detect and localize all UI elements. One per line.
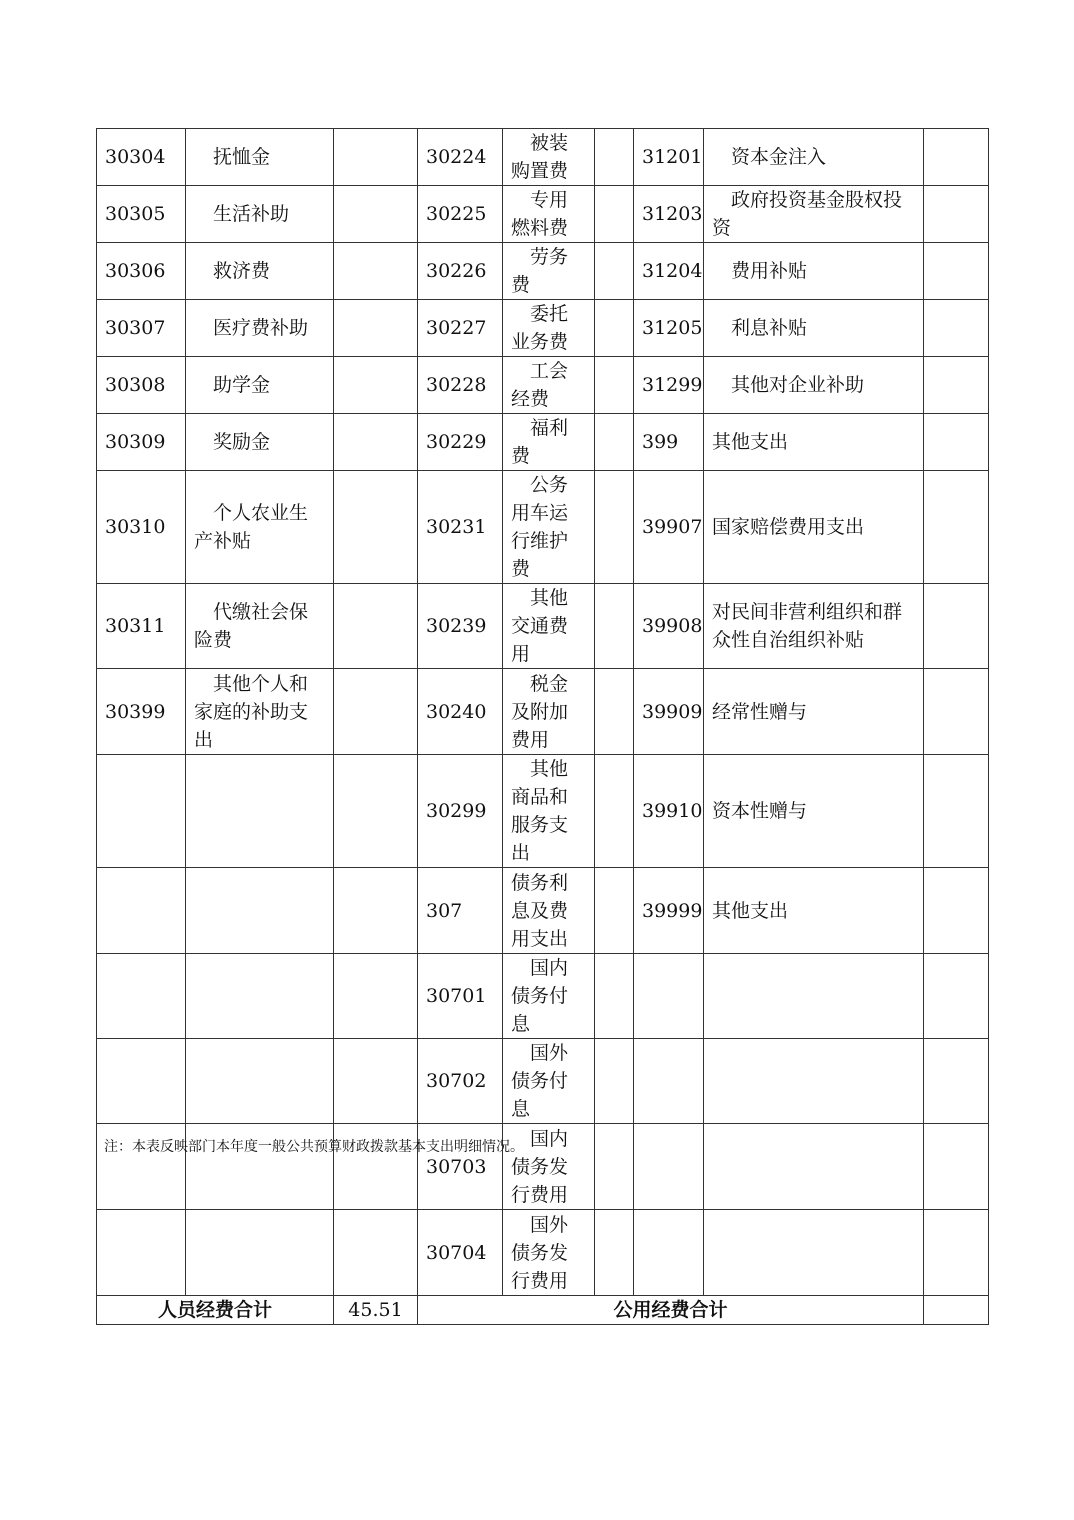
code-cell: 30227 — [418, 300, 503, 357]
table-row — [97, 755, 989, 868]
item-name-cell: 国外债务发行费用 — [503, 1210, 595, 1296]
amount-cell — [334, 243, 418, 300]
amount-cell — [334, 300, 418, 357]
table-row — [97, 243, 989, 300]
item-name-cell: 奖励金 — [186, 414, 334, 471]
amount-cell — [924, 1039, 989, 1124]
item-name-cell: 利息补贴 — [704, 300, 924, 357]
item-name-cell: 费用补贴 — [704, 243, 924, 300]
amount-cell — [595, 1210, 634, 1296]
code-cell: 31204 — [634, 243, 704, 300]
table-row — [97, 129, 989, 186]
item-name-cell: 资本性赠与 — [704, 755, 924, 868]
amount-cell — [334, 357, 418, 414]
code-cell: 30703 — [418, 1124, 503, 1210]
table-row — [97, 954, 989, 1039]
item-name-cell — [704, 1039, 924, 1124]
item-name-cell — [186, 1039, 334, 1124]
code-cell: 30305 — [97, 186, 186, 243]
amount-cell — [595, 954, 634, 1039]
code-cell: 31203 — [634, 186, 704, 243]
table-row — [97, 300, 989, 357]
amount-cell — [334, 471, 418, 584]
table-row — [97, 186, 989, 243]
code-cell: 39909 — [634, 669, 704, 755]
item-name-cell: 工会经费 — [503, 357, 595, 414]
code-cell: 30239 — [418, 584, 503, 669]
code-cell: 39910 — [634, 755, 704, 868]
item-name-cell: 债务利息及费用支出 — [503, 868, 595, 954]
amount-cell — [924, 868, 989, 954]
code-cell — [97, 1039, 186, 1124]
amount-cell — [924, 954, 989, 1039]
code-cell — [97, 755, 186, 868]
code-cell: 30229 — [418, 414, 503, 471]
code-cell: 30702 — [418, 1039, 503, 1124]
item-name-cell — [704, 954, 924, 1039]
amount-cell — [595, 186, 634, 243]
code-cell: 30225 — [418, 186, 503, 243]
table-row — [97, 1039, 989, 1124]
totals-row — [97, 1296, 989, 1325]
code-cell: 39999 — [634, 868, 704, 954]
code-cell: 30226 — [418, 243, 503, 300]
item-name-cell: 被装购置费 — [503, 129, 595, 186]
table-row — [97, 584, 989, 669]
code-cell: 30307 — [97, 300, 186, 357]
amount-cell — [334, 414, 418, 471]
item-name-cell: 劳务费 — [503, 243, 595, 300]
table-row — [97, 357, 989, 414]
code-cell — [634, 1210, 704, 1296]
amount-cell — [334, 1210, 418, 1296]
item-name-cell — [704, 1210, 924, 1296]
amount-cell — [334, 584, 418, 669]
item-name-cell — [704, 1124, 924, 1210]
item-name-cell: 其他个人和家庭的补助支出 — [186, 669, 334, 755]
amount-cell — [595, 300, 634, 357]
item-name-cell: 其他交通费用 — [503, 584, 595, 669]
code-cell: 30308 — [97, 357, 186, 414]
amount-cell — [924, 300, 989, 357]
amount-cell — [924, 129, 989, 186]
amount-cell — [595, 1124, 634, 1210]
amount-cell — [924, 584, 989, 669]
code-cell: 307 — [418, 868, 503, 954]
code-cell — [634, 1039, 704, 1124]
item-name-cell: 个人农业生产补贴 — [186, 471, 334, 584]
amount-cell — [595, 471, 634, 584]
amount-cell — [924, 669, 989, 755]
code-cell: 30310 — [97, 471, 186, 584]
code-cell: 399 — [634, 414, 704, 471]
item-name-cell: 其他支出 — [704, 868, 924, 954]
item-name-cell — [186, 868, 334, 954]
item-name-cell: 资本金注入 — [704, 129, 924, 186]
amount-cell — [334, 755, 418, 868]
code-cell: 31205 — [634, 300, 704, 357]
amount-cell — [595, 357, 634, 414]
item-name-cell: 其他支出 — [704, 414, 924, 471]
amount-cell — [595, 129, 634, 186]
item-name-cell: 抚恤金 — [186, 129, 334, 186]
code-cell — [97, 868, 186, 954]
amount-cell — [924, 1210, 989, 1296]
public-total-label: 公用经费合计 — [418, 1296, 924, 1325]
item-name-cell: 政府投资基金股权投资 — [704, 186, 924, 243]
code-cell: 31201 — [634, 129, 704, 186]
code-cell — [97, 1210, 186, 1296]
amount-cell — [595, 868, 634, 954]
amount-cell — [595, 584, 634, 669]
amount-cell — [595, 755, 634, 868]
code-cell: 30240 — [418, 669, 503, 755]
amount-cell — [595, 414, 634, 471]
amount-cell — [924, 1124, 989, 1210]
amount-cell — [334, 129, 418, 186]
code-cell: 30304 — [97, 129, 186, 186]
code-cell: 30224 — [418, 129, 503, 186]
item-name-cell: 福利费 — [503, 414, 595, 471]
table-row — [97, 669, 989, 755]
personnel-total-value: 45.51 — [334, 1296, 418, 1325]
item-name-cell: 助学金 — [186, 357, 334, 414]
code-cell — [634, 1124, 704, 1210]
item-name-cell — [186, 954, 334, 1039]
code-cell: 30311 — [97, 584, 186, 669]
code-cell — [634, 954, 704, 1039]
amount-cell — [334, 1039, 418, 1124]
amount-cell — [334, 669, 418, 755]
item-name-cell — [186, 1210, 334, 1296]
amount-cell — [334, 186, 418, 243]
code-cell: 31299 — [634, 357, 704, 414]
code-cell — [97, 954, 186, 1039]
item-name-cell: 其他商品和服务支出 — [503, 755, 595, 868]
item-name-cell: 其他对企业补助 — [704, 357, 924, 414]
item-name-cell: 专用燃料费 — [503, 186, 595, 243]
amount-cell — [924, 414, 989, 471]
amount-cell — [924, 243, 989, 300]
item-name-cell: 国外债务付息 — [503, 1039, 595, 1124]
code-cell: 30704 — [418, 1210, 503, 1296]
amount-cell — [334, 868, 418, 954]
item-name-cell: 救济费 — [186, 243, 334, 300]
code-cell: 39907 — [634, 471, 704, 584]
table-row — [97, 1210, 989, 1296]
item-name-cell: 国内债务付息 — [503, 954, 595, 1039]
amount-cell — [924, 471, 989, 584]
amount-cell — [924, 186, 989, 243]
item-name-cell: 医疗费补助 — [186, 300, 334, 357]
table-footnote: 注：本表反映部门本年度一般公共预算财政拨款基本支出明细情况。 — [104, 1139, 524, 1155]
table-row — [97, 868, 989, 954]
item-name-cell: 对民间非营利组织和群众性自治组织补贴 — [704, 584, 924, 669]
code-cell: 30231 — [418, 471, 503, 584]
item-name-cell: 税金及附加费用 — [503, 669, 595, 755]
code-cell: 30299 — [418, 755, 503, 868]
amount-cell — [334, 954, 418, 1039]
table-row — [97, 414, 989, 471]
amount-cell — [595, 1039, 634, 1124]
item-name-cell: 生活补助 — [186, 186, 334, 243]
personnel-total-label: 人员经费合计 — [97, 1296, 334, 1325]
code-cell: 30228 — [418, 357, 503, 414]
item-name-cell: 委托业务费 — [503, 300, 595, 357]
code-cell: 39908 — [634, 584, 704, 669]
amount-cell — [595, 669, 634, 755]
code-cell: 30701 — [418, 954, 503, 1039]
item-name-cell: 国家赔偿费用支出 — [704, 471, 924, 584]
item-name-cell: 经常性赠与 — [704, 669, 924, 755]
code-cell: 30306 — [97, 243, 186, 300]
item-name-cell: 公务用车运行维护费 — [503, 471, 595, 584]
item-name-cell: 国内债务发行费用 — [503, 1124, 595, 1210]
item-name-cell — [186, 755, 334, 868]
item-name-cell: 代缴社会保险费 — [186, 584, 334, 669]
table-row — [97, 471, 989, 584]
code-cell: 30399 — [97, 669, 186, 755]
amount-cell — [924, 357, 989, 414]
amount-cell — [595, 243, 634, 300]
amount-cell — [924, 755, 989, 868]
public-total-value — [924, 1296, 989, 1325]
code-cell: 30309 — [97, 414, 186, 471]
